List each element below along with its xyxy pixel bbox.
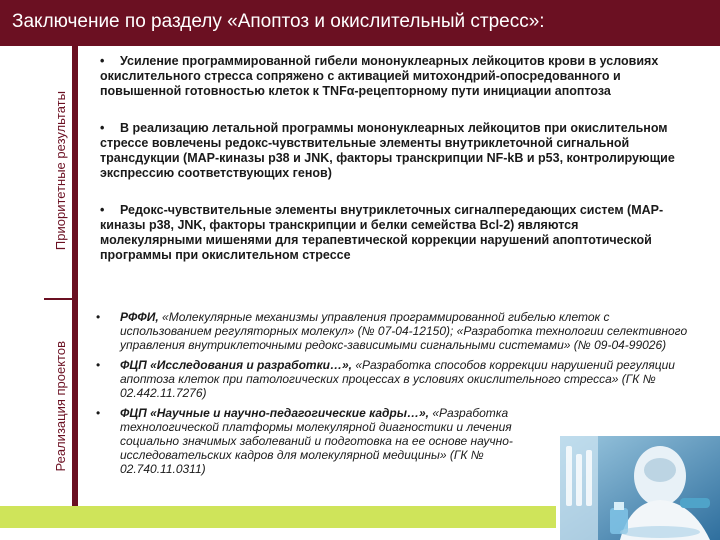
result-text: В реализацию летальной программы мононуклеарных лейкоцитов при окислительном стрессе вовлечены редокс-чувствительные элементы внутриклеточной сигнальной трансдукции (MAP-киназы р38 и JNK, факторы транскрипции NF-kB и р53, контролирующие экспрессию соответствующих генов) [100,121,675,180]
sidebar-label-projects-text: Реализация проектов [52,340,68,472]
sidebar-label-projects [50,296,70,516]
project-text: «Разработка способов коррекции нарушений регуляции апоптоза клеток при патологических процессах в условиях окислительного стресса» (ГК № 02.442.11.7276) [120,358,675,400]
sidebar-label-results [50,46,70,296]
sidebar-accent-bar [72,46,78,516]
title-bar [0,0,720,46]
project-text: «Молекулярные механизмы управления программированной гибелью клеток с использованием регуляторных молекул» (№ 07-04-12150); «Разработка технологии селективного управления внутриклеточными редокс-зависимыми сигнальными системами» (№ 09-04-99026) [120,310,688,352]
result-item [100,54,680,99]
project-fund: ФЦП «Исследования и разработки…», [120,358,352,372]
result-item [100,121,680,181]
results-list [100,54,680,285]
sidebar [0,46,76,516]
bullet-icon: • [100,203,105,217]
bullet-icon: • [100,121,105,135]
bullet-icon: • [96,406,101,420]
sidebar-label-results-text: Приоритетные результаты [52,91,68,251]
project-fund: ФЦП «Научные и научно-педагогические кадры…», [120,406,430,420]
bullet-icon: • [96,310,101,324]
footer-bar [0,506,556,528]
laboratory-photo-icon [560,436,720,540]
project-item [96,358,702,400]
project-item [96,310,702,352]
project-fund: РФФИ, [120,310,159,324]
laboratory-photo-svg [560,436,720,540]
result-text: Усиление программированной гибели мононуклеарных лейкоцитов крови в условиях окислительного стресса сопряжено с активацией митохондрий-опосредованного и повышенной готовностью клеток к TNFα-рецепторному пути инициации апоптоза [100,54,659,98]
result-item [100,203,680,263]
bullet-icon: • [100,54,105,68]
project-text: «Разработка технологической платформы молекулярной диагностики и лечения социально значимых заболеваний и подготовка на ее основе научно-исследовательских кадров для молекулярной медицины» (ГК № 02.740.11.0311) [120,406,513,476]
page-title: Заключение по разделу «Апоптоз и окислительный стресс»: [12,11,545,32]
result-text: Редокс-чувствительные элементы внутриклеточных сигналпередающих систем (MAP-киназы р38, JNK, факторы транскрипции и белки семейства Bcl-2) являются молекулярными мишенями для терапевтической коррекции нарушений апоптотической программы при окислительном стрессе [100,203,664,262]
bullet-icon: • [96,358,101,372]
